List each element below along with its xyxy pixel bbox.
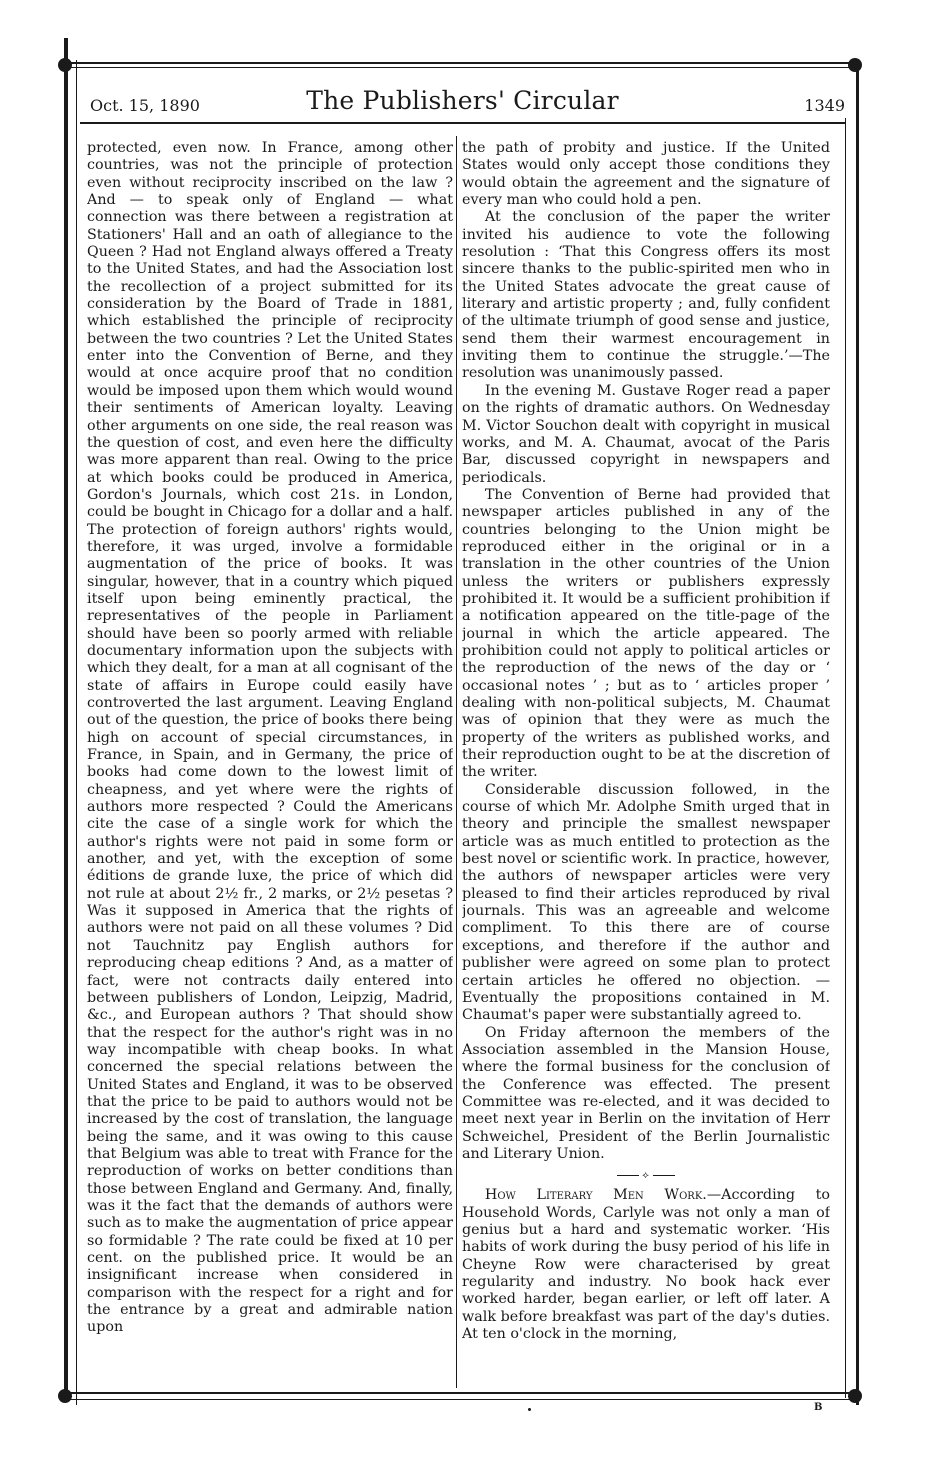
top-border-rule (66, 62, 856, 64)
separator-ornament-icon: ⟡ (642, 1170, 650, 1182)
top-border-rule-thin (66, 67, 856, 68)
corner-ornament-icon (58, 1389, 72, 1403)
frame-left-outer-rule (64, 38, 68, 1398)
corner-ornament-icon (848, 58, 862, 72)
journal-title: The Publishers' Circular (306, 86, 619, 115)
article-how-literary-men-work (462, 1187, 830, 1343)
frame-left-inner-rule (76, 60, 77, 1405)
bottom-border-rule-thin (66, 1399, 856, 1400)
signature-mark: B (814, 1402, 823, 1413)
ink-dot (528, 1408, 531, 1411)
right-paragraph: On Friday afternoon the members of the Association assembled in the Mansion House, where the formal business for the conclusion of the Conference was effected. The present Committee was re-elected, and it was decided to meet next year in Berlin on the invitation of Herr Schweichel, President of the Berlin Journalistic and Literary Union. (462, 1024, 830, 1162)
running-head-rule (80, 122, 845, 124)
right-paragraph: the path of probity and justice. If the United States would only accept those conditions they would obtain the agreement and the signature of every man who could hold a pen. (462, 140, 830, 209)
right-paragraph: In the evening M. Gustave Roger read a paper on the rights of dramatic authors. On Wednesday M. Victor Souchon dealt with copyright in musical works, and M. A. Chaumat, avocat of the Paris Bar, discussed copyright in newspapers and periodicals. (462, 382, 830, 486)
page-number: 1349 (804, 96, 845, 115)
bottom-border-rule (66, 1392, 856, 1394)
right-column (462, 140, 830, 1388)
right-paragraph: The Convention of Berne had provided that newspaper articles published in any of the countries belonging to the Union might be reproduced either in the original or in a translation in the other countries of the Union unless the writers or publishers expressly prohibited it. It would be a sufficient prohibition if a notification appeared on the title-page of the journal in which the article appeared. The prohibition could not apply to political articles or the reproduction of the news of the day or ‘ occasional notes ’ ; but as to ‘ articles proper ’ dealing with non-political subjects, M. Chaumat was of opinion that they were as much the property of the writers as published works, and their reproduction ought to be at the discretion of the writer. (462, 486, 830, 781)
issue-date: Oct. 15, 1890 (90, 96, 200, 115)
left-column (87, 140, 453, 1388)
corner-ornament-icon (848, 1389, 862, 1403)
running-head (80, 86, 845, 120)
article-text: —According to Household Words, Carlyle was not only a man of genius but a hard and systematic worker. ‘His habits of work during the busy period of his life in Cheyne Row were characterised by great regularity and industry. No book hack ever worked harder, began earlier, or left off later. A walk before breakfast was part of the day's duties. At ten o'clock in the morning, (462, 1187, 830, 1343)
column-divider (456, 136, 457, 1388)
left-paragraph: protected, even now. In France, among other countries, was not the principle of protection even without reciprocity inscribed on the law ? And — to speak only of England — what connection was there between a registration at Stationers' Hall and an oath of allegiance to the Queen ? Had not England always offered a Treaty to the United States, and had the Association lost the recollection of a project submitted for its consideration by the Board of Trade in 1881, which established the principle of reciprocity between the two countries ? Let the United States enter into the Convention of Berne, and they would at once acquire proof that no condition would be imposed upon them which would wound their sentiments of American loyalty. Leaving other arguments on one side, the real reason was the question of cost, and even here the difficulty was more apparent than real. Owing to the price at which books could be produced in America, Gordon's Journals, which cost 21s. in London, could be bought in Chicago for a dollar and a half. The protection of foreign authors' rights would, therefore, it was urged, involve a formidable augmentation of the price of books. It was singular, however, that in a country which piqued itself upon being eminently practical, the representatives of the people in Parliament should have been so poorly armed with reliable documentary information upon the subjects with which they dealt, for a man at all cognisant of the state of affairs in Europe could easily have controverted the last argument. Leaving England out of the question, the price of books there being high on account of special circumstances, in France, in Spain, and in Germany, the price of books had come down to the lowest limit of cheapness, and yet where were the rights of authors more respected ? Could the Americans cite the case of a single work for which the author's rights were not paid in some form or another, and yet, with the exception of some éditions de grande luxe, the price of which did not rule at about 2½ fr., 2 marks, or 2½ pesetas ? Was it supposed in America that the rights of authors were not paid on all these volumes ? Did not Tauchnitz pay English authors for reproducing cheap editions ? And, as a matter of fact, were not contracts daily entered into between publishers of London, Leipzig, Madrid, &c., and European authors ? That should show that the respect for the author's right was in no way incompatible with cheap books. In what concerned the special relations between the United States and England, it was to be observed that the price to be paid to authors would not be increased by the cost of translation, the language being the same, and it was owing to this cause that Belgium was able to treat with France for the reproduction of works on better conditions than those between England and Germany. And, finally, was it the fact that the demands of authors were such as to make the augmentation of price appear so formidable ? The rate could be fixed at 10 per cent. on the published price. It would be an insignificant increase when considered in comparison with the respect for a right and for the entrance by a great and admirable nation upon (87, 140, 453, 1336)
frame-right-inner-rule (845, 118, 846, 1398)
article-heading: How Literary Men Work. (484, 1187, 707, 1204)
right-paragraph: Considerable discussion followed, in the course of which Mr. Adolphe Smith urged that in theory and principle the smallest newspaper article was as much entitled to protection as the best novel or scientific work. In practice, however, the authors of newspaper articles were very pleased to find their articles reproduced by rival journals. This was an agreeable and welcome compliment. To this there are of course exceptions, and therefore if the author and publisher were agreed on some plan to protect certain articles he offered no objection. —Eventually the propositions contained in M. Chaumat's paper were substantially agreed to. (462, 781, 830, 1024)
frame-right-outer-rule (856, 60, 859, 1405)
section-separator (462, 1170, 830, 1181)
right-paragraph: At the conclusion of the paper the writer invited his audience to vote the following resolution : ‘That this Congress offers its most sincere thanks to the public-spirited men who in the United States advocate the great cause of literary and artistic property ; and, fully confident of the ultimate triumph of good sense and justice, send them their warmest encouragement in inviting them to continue the struggle.’—The resolution was unanimously passed. (462, 209, 830, 382)
corner-ornament-icon (58, 58, 72, 72)
